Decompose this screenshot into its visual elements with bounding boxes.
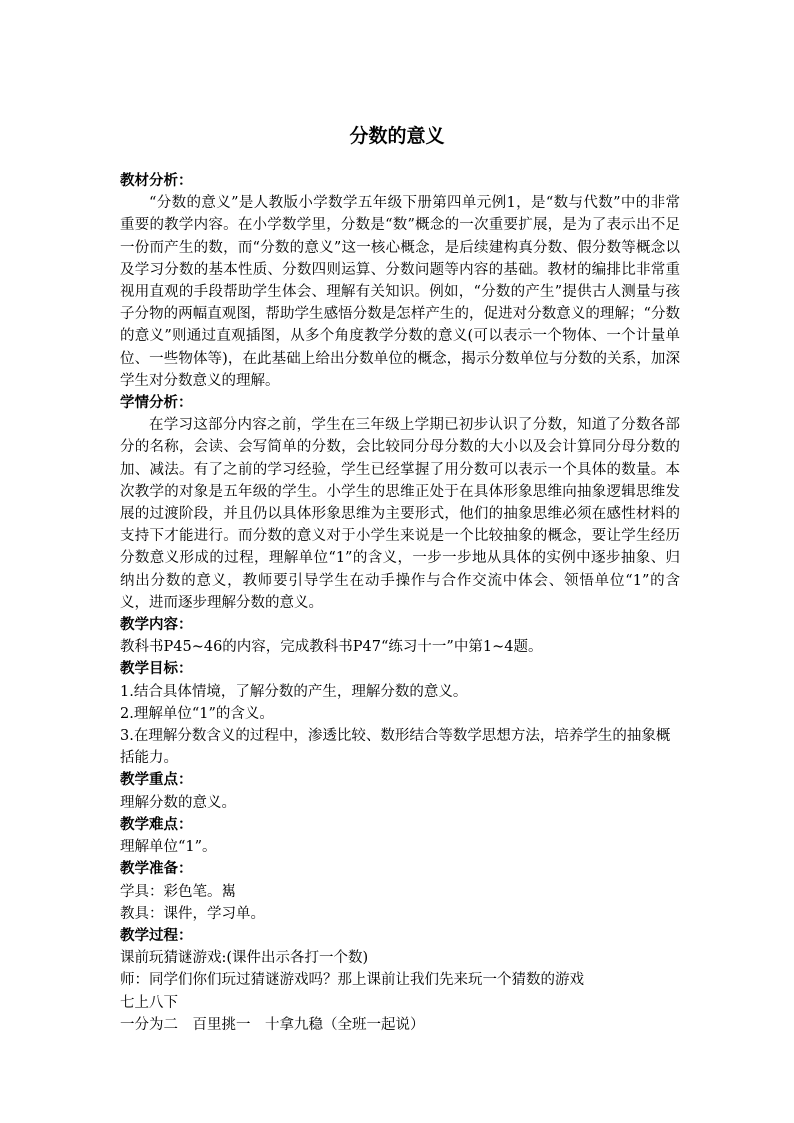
- section-heading-keypoint: 教学重点：: [120, 772, 193, 789]
- preparation-teacher-text: 教具：课件，学习单。: [120, 905, 265, 922]
- students-paragraph: 在学习这部分内容之前，学生在三年级上学期已初步认识了分数，知道了分数各部分的名称，会读、会写简单的分数，会比较同分母分数的大小以及会计算同分母分数的加、减法。有了之前的学习经验，学生已经掌握了用分数可以表示一个具体的数量。本次教学的对象是五年级的学生。小学生的思维正处于在具体形象思维向抽象逻辑思维发展的过渡阶段，并且仍以具体形象思维为主要形式，他们的抽象思维必须在感性材料的支持下才能进行。而分数的意义对于小学生来说是一个比较抽象的概念，要让学生经历分数意义形成的过程，理解单位“1”的含义，一步一步地从具体的实例中逐步抽象、归纳出分数的意义，教师要引导学生在动手操作与合作交流中体会、领悟单位“1”的含义，进而逐步理解分数的意义。: [120, 417, 680, 611]
- preparation-student-text: 学具：彩色笔。嶲: [120, 883, 236, 900]
- goal-item: 3.在理解分数含义的过程中，渗透比较、数形结合等数学思想方法，培养学生的抽象概括能力。: [120, 728, 671, 767]
- section-heading-difficulty: 教学难点：: [120, 816, 193, 833]
- process-line: 师：同学们你们玩过猜谜游戏吗？那上课前让我们先来玩一个猜数的游戏: [120, 972, 584, 989]
- content-text: 教科书P45~46的内容，完成教科书P47“练习十一”中第1~4题。: [120, 639, 543, 656]
- keypoint-text: 理解分数的意义。: [120, 794, 236, 811]
- page-title: 分数的意义: [349, 125, 445, 147]
- section-heading-students: 学情分析：: [120, 395, 193, 412]
- section-heading-material: 教材分析：: [120, 173, 193, 189]
- goal-item: 1.结合具体情境，了解分数的产生，理解分数的意义。: [120, 683, 468, 700]
- section-heading-content: 教学内容：: [120, 617, 193, 634]
- section-heading-goals: 教学目标：: [120, 661, 193, 678]
- document-body: [120, 170, 680, 1036]
- difficulty-text: 理解单位“1”。: [120, 839, 217, 856]
- section-heading-process: 教学过程：: [120, 927, 193, 944]
- goals-list: [120, 681, 680, 770]
- process-line: 一分为二 百里挑一 十拿九稳（全班一起说）: [120, 1016, 425, 1033]
- goal-item: 2.理解单位“1”的含义。: [120, 705, 274, 722]
- section-heading-preparation: 教学准备：: [120, 861, 193, 878]
- process-line: 课前玩猜谜游戏:(课件出示各打一个数): [120, 950, 369, 967]
- process-line: 七上八下: [120, 994, 178, 1011]
- material-paragraph: “分数的意义”是人教版小学数学五年级下册第四单元例1，是“数与代数”中的非常重要的教学内容。在小学数学里，分数是“数”概念的一次重要扩展，是为了表示出不足一份而产生的数，而“分数的意义”这一核心概念，是后续建构真分数、假分数等概念以及学习分数的基本性质、分数四则运算、分数问题等内容的基础。教材的编排比非常重视用直观的手段帮助学生体会、理解有关知识。例如，“分数的产生”提供古人测量与孩子分物的两幅直观图，帮助学生感悟分数是怎样产生的，促进对分数意义的理解；“分数的意义”则通过直观插图，从多个角度教学分数的意义(可以表示一个物体、一个计量单位、一些物体等)，在此基础上给出分数单位的概念，揭示分数单位与分数的关系，加深学生对分数意义的理解。: [120, 195, 680, 389]
